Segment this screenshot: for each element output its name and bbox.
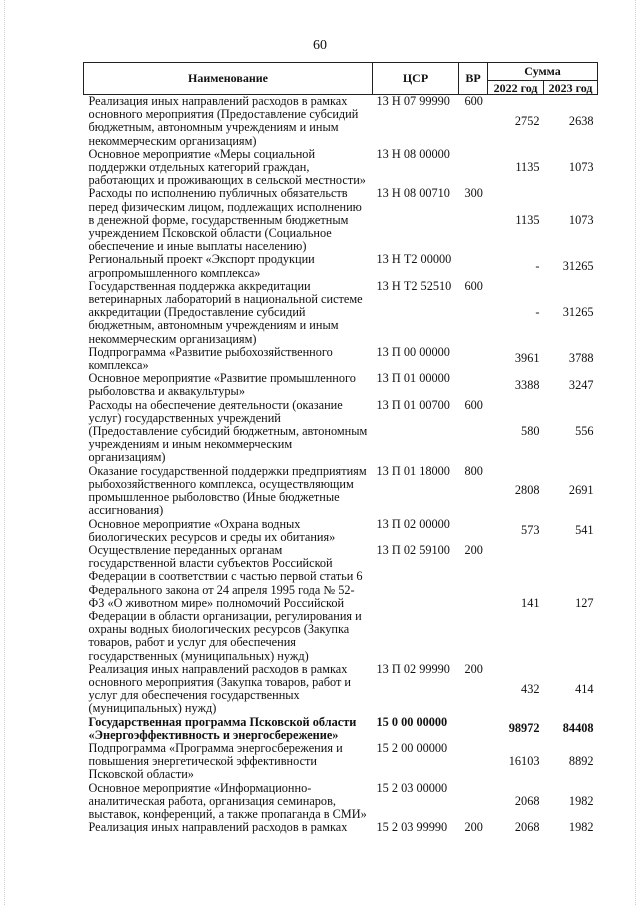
table-row xyxy=(84,544,598,663)
row-name: Реализация иных направлений расходов в рамках основного мероприятия (Предоставление субсидий бюджетным, автономным учреждениям и иным некоммерческим организациям) xyxy=(88,94,359,148)
table-row xyxy=(84,372,598,398)
row-name: Расходы по исполнению публичных обязательств перед физическим лицом, подлежащих исполнению в денежной форме, государственным бюджетным учреждением Псковской области (Социальное обеспечение и иные выплаты населению) xyxy=(88,186,362,254)
row-csr: 15 2 03 00000 xyxy=(376,780,448,795)
row-amount-2022: 580 xyxy=(521,424,540,439)
row-amount-2023: 556 xyxy=(575,424,594,439)
row-amount-2023: 84408 xyxy=(562,721,594,736)
table-row xyxy=(84,399,598,465)
row-name: Подпрограмма «Программа энергосбережения и повышения энергетической эффективности Псковской области» xyxy=(88,740,343,782)
row-csr: 13 П 01 00700 xyxy=(376,397,450,412)
row-amount-2023: 414 xyxy=(575,681,594,696)
header-year-2022: 2022 год xyxy=(488,81,544,95)
row-csr: 15 0 00 00000 xyxy=(376,714,448,729)
row-amount-2022: 16103 xyxy=(508,754,540,769)
row-amount-2023: 127 xyxy=(575,595,594,610)
row-vr xyxy=(459,148,488,188)
row-csr: 13 Н 07 99990 xyxy=(376,94,450,108)
table-row xyxy=(84,518,598,544)
row-vr: 200 xyxy=(464,820,483,835)
row-vr xyxy=(459,716,488,742)
table-row xyxy=(84,253,598,279)
row-amount-2023: 3788 xyxy=(568,351,594,366)
row-name: Государственная программа Псковской области «Энергоэффективность и энергосбережение» xyxy=(88,714,357,742)
row-csr: 13 П 01 00000 xyxy=(376,371,450,386)
row-amount-2022: 2068 xyxy=(514,793,540,808)
row-name: Региональный проект «Экспорт продукции агропромышленного комплекса» xyxy=(88,252,315,280)
table-row xyxy=(84,346,598,372)
row-amount-2022: 98972 xyxy=(508,721,540,736)
row-csr: 13 П 02 59100 xyxy=(376,542,450,557)
row-amount-2022: 432 xyxy=(521,681,540,696)
row-amount-2022: - xyxy=(535,305,540,320)
table-body xyxy=(84,95,598,835)
table-row xyxy=(84,782,598,822)
row-amount-2023: 2638 xyxy=(568,113,594,128)
row-name: Оказание государственной поддержки предприятиям рыбохозяйственного комплекса, осуществляющим промышленное рыболовство (Иные бюджетные ассигнования) xyxy=(88,463,367,518)
header-name: Наименование xyxy=(84,63,373,95)
row-amount-2022: 1135 xyxy=(515,160,540,175)
header-sum: Сумма xyxy=(488,63,598,81)
header-csr: ЦСР xyxy=(373,63,459,95)
row-amount-2023: 31265 xyxy=(562,259,594,274)
row-vr xyxy=(459,346,488,372)
row-amount-2023: 1073 xyxy=(568,212,594,227)
row-vr: 800 xyxy=(464,463,483,478)
row-name: Реализация иных направлений расходов в рамках основного мероприятия (Закупка товаров, работ и услуг для обеспечения государственных (муниципальных) нужд) xyxy=(88,661,351,716)
table-row xyxy=(84,465,598,518)
row-amount-2022: - xyxy=(535,259,540,274)
row-vr: 600 xyxy=(464,278,483,293)
table-row xyxy=(84,148,598,188)
row-amount-2023: 31265 xyxy=(562,305,594,320)
scan-edge-left xyxy=(4,0,6,905)
row-csr: 13 П 01 18000 xyxy=(376,463,450,478)
row-amount-2022: 2752 xyxy=(514,113,540,128)
row-vr: 600 xyxy=(464,397,483,412)
row-amount-2022: 3388 xyxy=(514,377,540,392)
row-csr: 13 П 00 00000 xyxy=(376,344,450,359)
table-row xyxy=(84,663,598,716)
row-csr: 13 Н 08 00710 xyxy=(376,186,450,201)
row-name: Реализация иных направлений расходов в рамках xyxy=(88,820,348,835)
row-amount-2022: 141 xyxy=(521,595,540,610)
row-amount-2022: 1135 xyxy=(515,212,540,227)
row-csr: 13 П 02 00000 xyxy=(376,516,450,531)
row-amount-2023: 8892 xyxy=(568,754,594,769)
table-row xyxy=(84,280,598,346)
row-vr: 200 xyxy=(464,661,483,676)
row-amount-2023: 541 xyxy=(575,523,594,538)
row-name: Основное мероприятие «Информационно-аналитическая работа, организация семинаров, выставок, конференций, а также пропаганда в СМИ» xyxy=(88,780,367,821)
row-amount-2023: 1982 xyxy=(568,820,594,835)
page-number: 60 xyxy=(313,38,327,53)
table-row xyxy=(84,821,598,834)
header-year-2023: 2023 год xyxy=(544,81,598,95)
row-amount-2022: 2808 xyxy=(514,483,540,498)
table-row xyxy=(84,716,598,742)
row-name: Подпрограмма «Развитие рыбохозяйственного комплекса» xyxy=(88,344,333,373)
row-amount-2023: 1073 xyxy=(568,160,594,175)
row-vr xyxy=(459,518,488,544)
table-row xyxy=(84,187,598,253)
row-vr xyxy=(459,782,488,822)
table-row xyxy=(84,95,598,148)
row-csr: 13 Н Т2 00000 xyxy=(376,252,452,267)
row-amount-2023: 1982 xyxy=(568,793,594,808)
row-csr: 13 Н Т2 52510 xyxy=(376,278,452,293)
row-csr: 15 2 03 99990 xyxy=(376,820,448,835)
row-amount-2023: 2691 xyxy=(568,483,594,498)
row-name: Осуществление переданных органам государственной власти субъектов Российской Федерации в соответствии с частью первой статьи 6 Федерального закона от 24 апреля 1995 года № 52-ФЗ «О животном мире» полномочий Российской Федерации в области организации, регулирования и охраны водных биологических ресурсов (Закупка товаров, работ и услуг для обеспечения государственных (муниципальных) нужд) xyxy=(88,542,363,663)
row-csr: 15 2 00 00000 xyxy=(376,740,448,755)
row-amount-2022: 573 xyxy=(521,523,540,538)
row-name: Основное мероприятие «Охрана водных биологических ресурсов и среды их обитания» xyxy=(88,516,336,544)
row-vr: 300 xyxy=(464,186,483,201)
row-name: Государственная поддержка аккредитации ветеринарных лабораторий в национальной системе аккредитации (Предоставление субсидий бюджетным, автономным учреждениям и иным некоммерческим организациям) xyxy=(88,278,363,346)
row-name: Основное мероприятие «Меры социальной поддержки отдельных категорий граждан, работающих и проживающих в сельской местности» xyxy=(88,146,366,188)
row-amount-2023: 3247 xyxy=(568,377,594,392)
table-row xyxy=(84,742,598,782)
row-name: Расходы на обеспечение деятельности (оказание услуг) государственных учреждений (Предоставление субсидий бюджетным, автономным учреждениям и иным некоммерческим организациям) xyxy=(88,397,368,465)
row-amount-2022: 3961 xyxy=(514,351,540,366)
row-csr: 13 Н 08 00000 xyxy=(376,146,450,161)
row-vr xyxy=(459,372,488,398)
budget-table xyxy=(83,62,598,834)
row-name: Основное мероприятие «Развитие промышленного рыболовства и аквакультуры» xyxy=(88,371,356,399)
header-vr: ВР xyxy=(459,63,488,95)
row-vr: 200 xyxy=(464,542,483,557)
row-vr xyxy=(459,742,488,782)
row-vr xyxy=(459,253,488,279)
row-csr: 13 П 02 99990 xyxy=(376,661,450,676)
row-amount-2022: 2068 xyxy=(514,820,540,835)
scan-edge-right xyxy=(635,0,637,905)
row-vr: 600 xyxy=(464,94,483,108)
